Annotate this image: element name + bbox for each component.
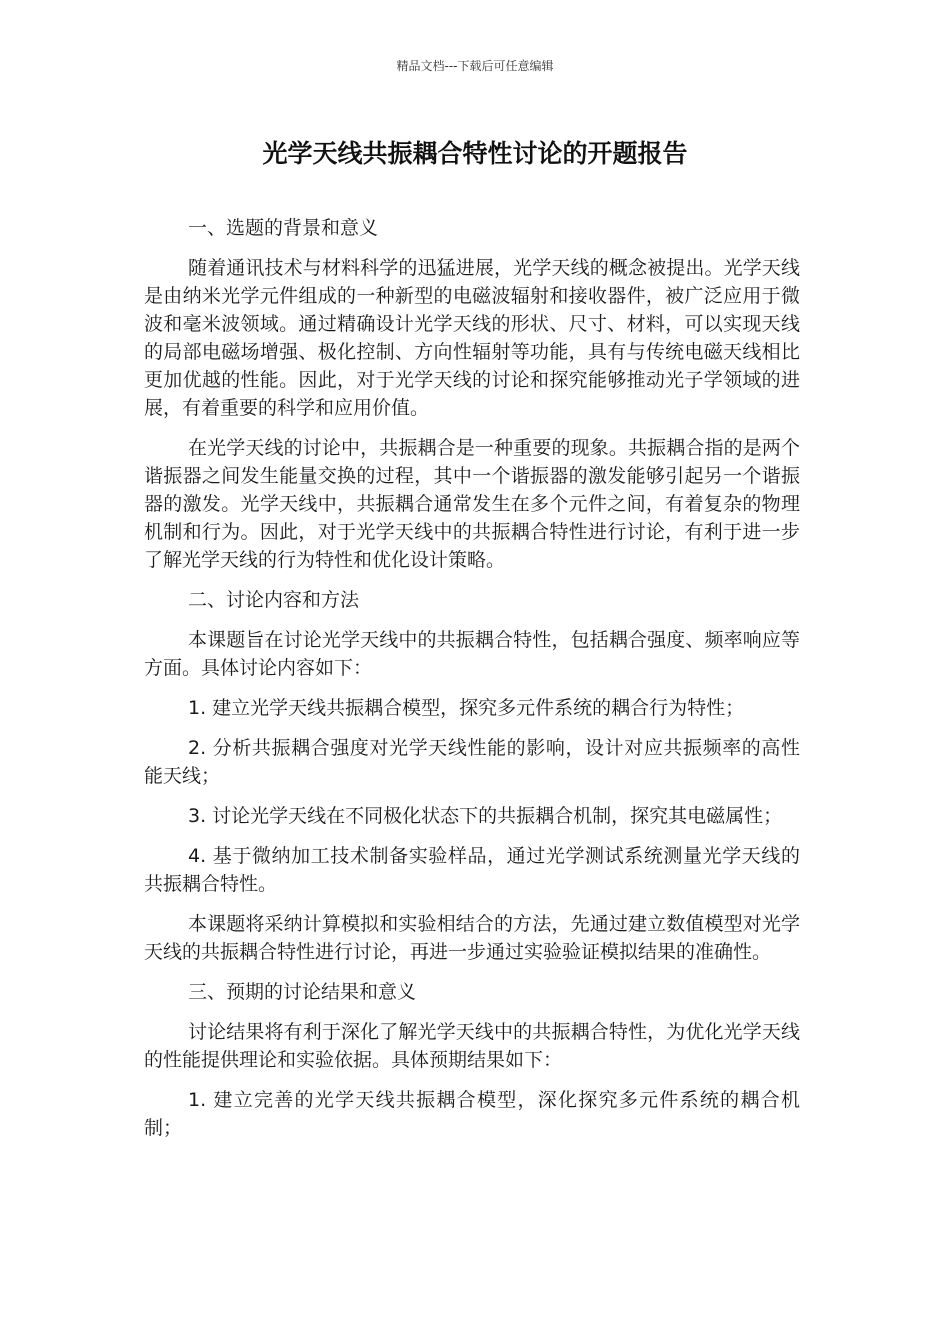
list-item-1: 1. 建立光学天线共振耦合模型，探究多元件系统的耦合行为特性；	[188, 697, 745, 719]
section-heading-3: 三、预期的讨论结果和意义	[188, 981, 417, 1003]
paragraph-expected-results: 讨论结果将有利于深化了解光学天线中的共振耦合特性，为优化光学天线的性能提供理论和实验依据。具体预期结果如下：	[144, 1021, 800, 1071]
section-heading-1: 一、选题的背景和意义	[188, 217, 379, 239]
list-item-2: 2. 分析共振耦合强度对光学天线性能的影响，设计对应共振频率的高性能天线；	[144, 737, 800, 787]
result-item-1: 1. 建立完善的光学天线共振耦合模型，深化探究多元件系统的耦合机制；	[144, 1089, 800, 1139]
list-item-4: 4. 基于微纳加工技术制备实验样品，通过光学测试系统测量光学天线的共振耦合特性。	[144, 845, 800, 895]
section-heading-2: 二、讨论内容和方法	[188, 589, 360, 611]
paragraph-background: 随着通讯技术与材料科学的迅猛进展，光学天线的概念被提出。光学天线是由纳米光学元件组成的一种新型的电磁波辐射和接收器件，被广泛应用于微波和毫米波领域。通过精确设计光学天线的形状、尺寸、材料，可以实现天线的局部电磁场增强、极化控制、方向性辐射等功能，具有与传统电磁天线相比更加优越的性能。因此，对于光学天线的讨论和探究能够推动光子学领域的进展，有着重要的科学和应用价值。	[144, 257, 800, 419]
list-item-3: 3. 讨论光学天线在不同极化状态下的共振耦合机制，探究其电磁属性；	[188, 805, 783, 827]
paragraph-research-content: 本课题旨在讨论光学天线中的共振耦合特性，包括耦合强度、频率响应等方面。具体讨论内容如下：	[144, 629, 800, 679]
paragraph-resonance-coupling: 在光学天线的讨论中，共振耦合是一种重要的现象。共振耦合指的是两个谐振器之间发生能量交换的过程，其中一个谐振器的激发能够引起另一个谐振器的激发。光学天线中，共振耦合通常发生在多个元件之间，有着复杂的物理机制和行为。因此，对于光学天线中的共振耦合特性进行讨论，有利于进一步了解光学天线的行为特性和优化设计策略。	[144, 437, 800, 571]
paragraph-methods: 本课题将采纳计算模拟和实验相结合的方法，先通过建立数值模型对光学天线的共振耦合特性进行讨论，再进一步通过实验验证模拟结果的准确性。	[144, 913, 800, 963]
document-title: 光学天线共振耦合特性讨论的开题报告	[262, 139, 688, 168]
page-header-watermark: 精品文档---下载后可任意编辑	[396, 59, 554, 73]
document-body	[144, 214, 800, 1154]
